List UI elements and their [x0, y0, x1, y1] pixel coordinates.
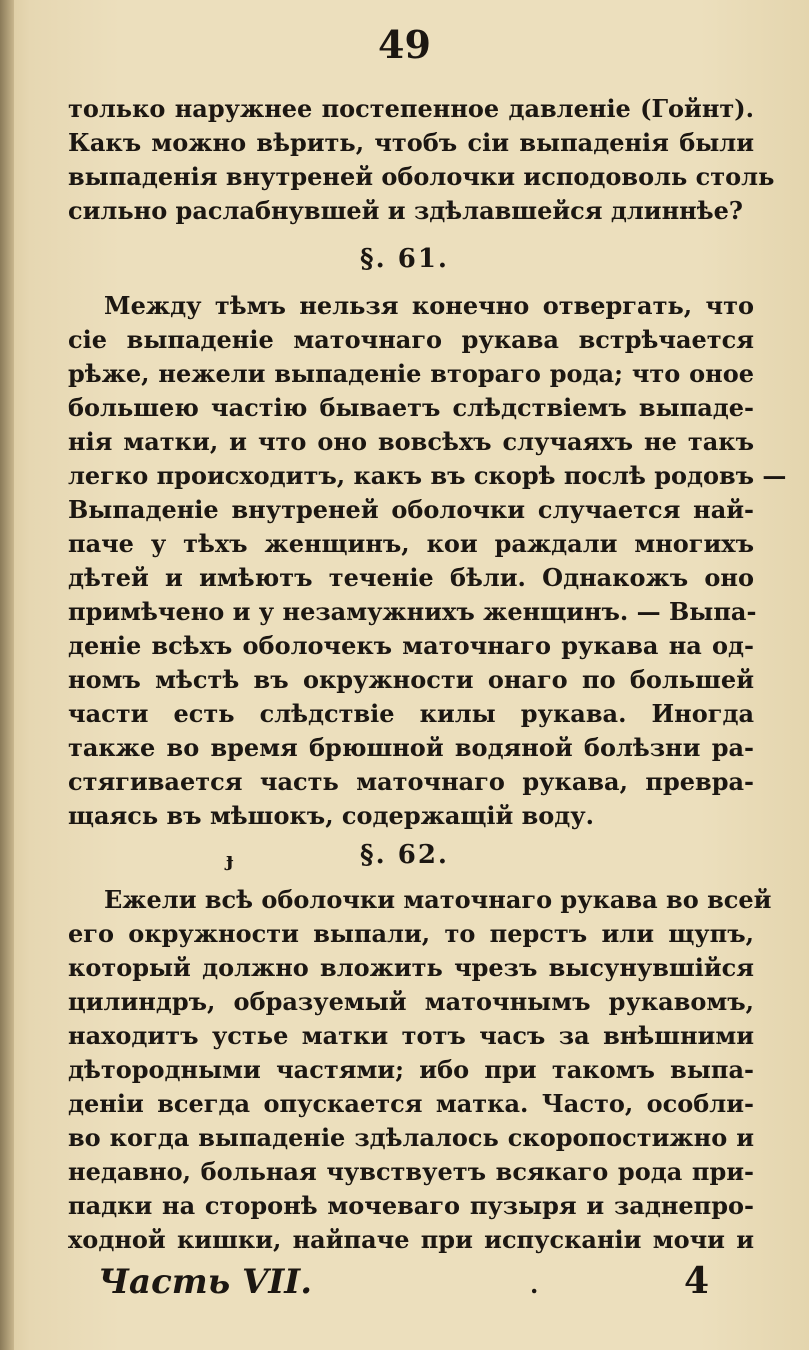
stray-print-mark: ɟ: [226, 847, 234, 871]
section-heading-61: §. 61.: [360, 244, 449, 274]
signature-label: Часть VII.: [98, 1262, 313, 1302]
text-line: Выпаденіе внутреней оболочки случается най-: [68, 495, 754, 524]
section-61-paragraph: [68, 289, 787, 833]
text-line: недавно, больная чувствуетъ всякаго рода при-: [68, 1157, 754, 1186]
text-line: цилиндръ, образуемый маточнымъ рукавомъ,: [68, 987, 754, 1016]
text-line: дѣтей и имѣютъ теченіе бѣли. Однакожъ оно: [68, 563, 754, 592]
text-line: сильно раслабнувшей и здѣлавшейся длиннѣе?: [68, 196, 743, 225]
text-line: находитъ устье матки тотъ часъ за внѣшними: [68, 1021, 754, 1050]
text-line: Между тѣмъ нельзя конечно отвергать, что: [104, 291, 754, 320]
text-line: примѣчено и у незамужнихъ женщинъ. — Выпа-: [68, 597, 757, 626]
text-line: стягивается часть маточнаго рукава, превра-: [68, 767, 754, 796]
text-line: Какъ можно вѣрить, чтобъ сіи выпаденія были: [68, 128, 754, 157]
text-line: только наружнее постепенное давленіе (Гойнт).: [68, 94, 754, 123]
text-line: падки на сторонѣ мочеваго пузыря и заднепро-: [68, 1191, 754, 1220]
text-line: нія матки, и что оно вовсѣхъ случаяхъ не такъ: [68, 427, 754, 456]
top-paragraph: [68, 92, 775, 228]
text-line: выпаденія внутреней оболочки исподоволь столь: [68, 162, 775, 191]
section-62-paragraph: [68, 883, 772, 1257]
text-line: во когда выпаденіе здѣлалось скоропостижно и: [68, 1123, 754, 1152]
signature-mark: 4: [684, 1260, 710, 1302]
text-line: Ежели всѣ оболочки маточнаго рукава во всей: [104, 885, 772, 914]
page-number: 49: [378, 22, 431, 67]
section-heading-62: §. 62.: [360, 840, 449, 870]
text-line: ходной кишки, найпаче при испусканіи мочи и: [68, 1225, 754, 1254]
text-line: деніи всегда опускается матка. Часто, особли-: [68, 1089, 754, 1118]
text-line: части есть слѣдствіе килы рукава. Иногда: [68, 699, 754, 728]
text-line: который должно вложить чрезъ высунувшійся: [68, 953, 754, 982]
text-line: деніе всѣхъ оболочекъ маточнаго рукава на од-: [68, 631, 754, 660]
text-line: также во время брюшной водяной болѣзни ра-: [68, 733, 754, 762]
text-line: паче у тѣхъ женщинъ, кои раждали многихъ: [68, 529, 754, 558]
text-line: дѣтородными частями; ибо при такомъ выпа-: [68, 1055, 754, 1084]
text-line: большею частію бываетъ слѣдствіемъ выпаде-: [68, 393, 754, 422]
text-line: щаясь въ мѣшокъ, содержащій воду.: [68, 801, 595, 830]
book-spine-shadow: [0, 0, 14, 1350]
text-line: легко происходитъ, какъ въ скорѣ послѣ родовъ —: [68, 461, 787, 490]
text-line: номъ мѣстѣ въ окружности онаго по большей: [68, 665, 754, 694]
footer-dot: .: [530, 1270, 539, 1299]
text-line: сіе выпаденіе маточнаго рукава встрѣчается: [68, 325, 754, 354]
text-line: его окружности выпали, то перстъ или щупъ,: [68, 919, 754, 948]
text-line: рѣже, нежели выпаденіе втораго рода; что оное: [68, 359, 754, 388]
